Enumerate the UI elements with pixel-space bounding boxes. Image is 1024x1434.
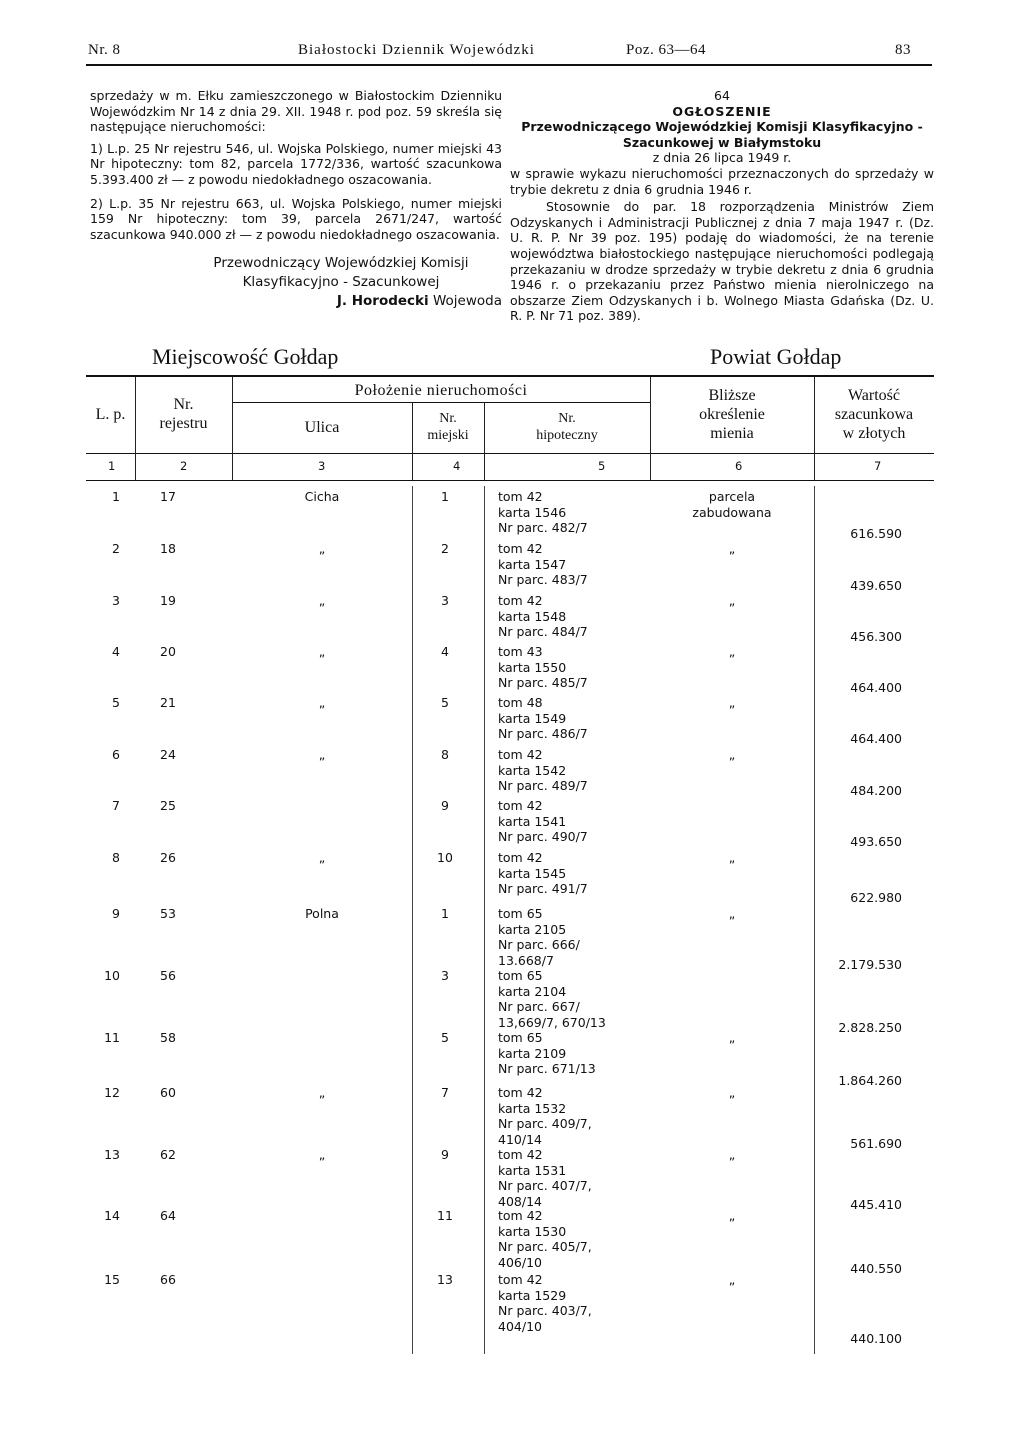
row-city-number: 3 (441, 968, 449, 983)
signature-line-2: Klasyfikacyjno - Szacunkowej (242, 274, 440, 291)
row-registry: 66 (160, 1272, 176, 1287)
row-lp: 10 (104, 968, 120, 983)
header-city-number-2: miejski (427, 428, 469, 443)
row-description: parcela (708, 489, 756, 504)
row-description: „ (728, 747, 736, 762)
header-registry-1: Nr. (173, 396, 194, 413)
left-column (90, 88, 502, 311)
row-value: 622.980 (850, 890, 902, 905)
row-street: „ (318, 593, 326, 608)
row-lp: 4 (112, 644, 120, 659)
header-value (814, 386, 934, 443)
page-number: 83 (895, 42, 911, 58)
row-lp: 2 (112, 541, 120, 556)
row-value: 464.400 (850, 680, 902, 695)
row-description: „ (728, 1208, 736, 1223)
header-value-2: szacunkowa (834, 406, 914, 423)
signature-name: J. Horodecki (336, 293, 429, 310)
header-mortgage-number-1: Nr. (558, 411, 576, 426)
row-description: „ (728, 850, 736, 865)
row-mortgage-line: Nr parc. 484/7 (498, 624, 588, 640)
row-mortgage-line: tom 65 (498, 906, 543, 921)
row-city-number: 1 (441, 489, 449, 504)
row-value: 440.100 (850, 1331, 902, 1346)
row-mortgage-line: 406/10 (498, 1254, 542, 1270)
position-range: Poz. 63—64 (626, 42, 706, 58)
location-place: Miejscowość Gołdap (152, 344, 339, 369)
row-value: 561.690 (850, 1136, 902, 1151)
row-description: „ (728, 541, 736, 556)
row-description: „ (728, 1085, 736, 1100)
right-column (510, 88, 934, 324)
row-value: 439.650 (850, 578, 902, 593)
col-number-2: 2 (180, 459, 188, 473)
row-lp: 14 (104, 1208, 120, 1223)
header-value-3: w złotych (842, 425, 906, 442)
row-street: „ (318, 747, 326, 762)
row-description: „ (728, 644, 736, 659)
row-city-number: 8 (441, 747, 449, 762)
row-mortgage-line: karta 1542 (498, 762, 567, 778)
signature-line-1: Przewodniczący Wojewódzkiej Komisji (213, 255, 469, 272)
row-street: Polna (305, 906, 339, 921)
row-mortgage-line: tom 42 (498, 541, 543, 556)
row-mortgage-line: karta 1531 (498, 1162, 567, 1178)
signature-title: Wojewoda (432, 293, 502, 310)
row-mortgage-line: Nr parc. 489/7 (498, 778, 588, 794)
body-divider-value (814, 486, 815, 1354)
row-mortgage-line: 404/10 (498, 1318, 542, 1334)
col-number-5: 5 (598, 459, 606, 473)
row-city-number: 4 (441, 644, 449, 659)
header-registry (135, 395, 232, 433)
row-city-number: 9 (441, 1147, 449, 1162)
col-number-4: 4 (453, 459, 461, 473)
row-registry: 26 (160, 850, 176, 865)
row-registry: 64 (160, 1208, 176, 1223)
group-header-rule (232, 402, 650, 403)
row-lp: 13 (104, 1147, 120, 1162)
row-mortgage-line: tom 42 (498, 798, 543, 813)
row-city-number: 11 (437, 1208, 453, 1223)
row-lp: 8 (112, 850, 120, 865)
row-registry: 21 (160, 695, 176, 710)
row-mortgage-line: Nr parc. 409/7, (498, 1116, 592, 1132)
row-lp: 5 (112, 695, 120, 710)
row-value: 464.400 (850, 731, 902, 746)
row-city-number: 5 (441, 1030, 449, 1045)
row-city-number: 5 (441, 695, 449, 710)
row-mortgage-line: tom 42 (498, 593, 543, 608)
col-number-7: 7 (874, 459, 882, 473)
body-divider-mortgage (484, 486, 485, 1354)
row-mortgage-line: karta 1547 (498, 556, 567, 572)
row-mortgage-line: karta 1545 (498, 865, 567, 881)
row-lp: 12 (104, 1085, 120, 1100)
row-mortgage-line: tom 42 (498, 747, 543, 762)
announcement-number: 64 (714, 88, 730, 103)
header-value-1: Wartość (847, 387, 901, 404)
row-lp: 3 (112, 593, 120, 608)
row-value: 456.300 (850, 629, 902, 644)
row-lp: 15 (104, 1272, 120, 1287)
header-description (650, 386, 814, 443)
announcement-subtitle: Przewodniczącego Wojewódzkiej Komisji Klasyfikacyjno - Szacunkowej w Białymstoku (521, 119, 923, 150)
row-value: 484.200 (850, 783, 902, 798)
header-street: Ulica (304, 419, 340, 436)
row-registry: 20 (160, 644, 176, 659)
col-number-1: 1 (108, 459, 116, 473)
row-mortgage-line: karta 1541 (498, 813, 567, 829)
header-registry-2: rejestru (159, 415, 208, 432)
row-mortgage-line: karta 1530 (498, 1223, 567, 1239)
issue-number: Nr. 8 (88, 42, 121, 58)
row-mortgage-line: 410/14 (498, 1131, 542, 1147)
row-value: 445.410 (850, 1197, 902, 1212)
row-mortgage-line: tom 42 (498, 1272, 543, 1287)
row-value: 1.864.260 (838, 1073, 902, 1088)
header-city-number (412, 410, 484, 444)
row-mortgage-line: Nr parc. 666/ (498, 937, 580, 953)
row-registry: 25 (160, 798, 176, 813)
row-city-number: 2 (441, 541, 449, 556)
item-2: 2) L.p. 35 Nr rejestru 663, ul. Wojska Polskiego, numer miejski 159 Nr hipoteczny: tom 39, parcela 2671/247, wartość szacunkowa 940.000 zł — z powodu niedokładnego oszacowania. (90, 195, 502, 242)
header-mortgage-number-2: hipoteczny (536, 428, 598, 443)
row-city-number: 9 (441, 798, 449, 813)
row-mortgage-line: karta 1548 (498, 608, 567, 624)
row-description: „ (728, 695, 736, 710)
row-registry: 24 (160, 747, 176, 762)
row-mortgage-line: Nr parc. 667/ (498, 999, 580, 1015)
row-mortgage-line: tom 42 (498, 489, 543, 504)
row-mortgage-line: Nr parc. 490/7 (498, 829, 588, 845)
row-mortgage-line: Nr parc. 482/7 (498, 520, 588, 536)
row-description: „ (728, 1147, 736, 1162)
row-mortgage-line: karta 2109 (498, 1045, 567, 1061)
row-description: „ (728, 1272, 736, 1287)
row-description: zabudowana (692, 504, 772, 520)
row-mortgage-line: 408/14 (498, 1193, 542, 1209)
row-mortgage-line: tom 42 (498, 1085, 543, 1100)
row-registry: 56 (160, 968, 176, 983)
row-registry: 60 (160, 1085, 176, 1100)
row-value: 440.550 (850, 1261, 902, 1276)
row-value: 616.590 (850, 526, 902, 541)
announcement-body: Stosownie do par. 18 rozporządzenia Ministrów Ziem Odzyskanych i Administracji Publicznej z dnia 7 maja 1947 r. (Dz. U. R. P. Nr 39 poz. 195) podaję do wiadomości, że na terenie województwa białostockiego następujące nieruchomości podlegają przekazaniu w drodze sprzedaży w trybie dekretu z dnia 6 grudnia 1946 r. o przekazaniu przez Państwo mienia nierolniczego na obszarze Ziem Odzyskanych i b. Wolnego Miasta Gdańska (Dz. U. R. P. Nr 71 poz. 389). (510, 199, 934, 324)
signature (90, 292, 502, 311)
header-description-1: Bliższe (708, 387, 756, 404)
header-mortgage-number (484, 410, 650, 444)
row-street: „ (318, 695, 326, 710)
row-city-number: 1 (441, 906, 449, 921)
row-lp: 1 (112, 489, 120, 504)
col-number-6: 6 (735, 459, 743, 473)
row-street: Cicha (304, 489, 340, 504)
row-registry: 18 (160, 541, 176, 556)
row-mortgage-line: karta 1550 (498, 659, 567, 675)
row-mortgage-line: karta 2104 (498, 983, 567, 999)
row-street: „ (318, 1147, 326, 1162)
header-location-group: Położenie nieruchomości (354, 382, 528, 399)
row-mortgage-line: tom 42 (498, 1208, 543, 1223)
row-mortgage-line: Nr parc. 491/7 (498, 881, 588, 897)
row-city-number: 10 (437, 850, 453, 865)
col-number-3: 3 (318, 459, 326, 473)
location-district: Powiat Gołdap (710, 344, 842, 369)
row-mortgage-line: 13,669/7, 670/13 (498, 1014, 606, 1030)
announcement-title: OGŁOSZENIE (672, 103, 772, 119)
row-description: „ (728, 1030, 736, 1045)
row-mortgage-line: Nr parc. 403/7, (498, 1303, 592, 1319)
body-divider-street (412, 486, 413, 1354)
row-mortgage-line: tom 65 (498, 968, 543, 983)
row-lp: 6 (112, 747, 120, 762)
header-description-2: określenie (699, 406, 765, 423)
announcement-subject: w sprawie wykazu nieruchomości przeznaczonych do sprzedaży w trybie dekretu z dnia 6 grudnia 1946 r. (510, 165, 934, 197)
announcement-date: z dnia 26 lipca 1949 r. (652, 150, 792, 166)
header-bottom-rule (86, 453, 934, 454)
row-description: „ (728, 906, 736, 921)
row-mortgage-line: tom 48 (498, 695, 543, 710)
row-mortgage-line: tom 42 (498, 850, 543, 865)
row-mortgage-line: karta 1529 (498, 1287, 567, 1303)
row-mortgage-line: karta 1549 (498, 710, 567, 726)
row-lp: 11 (104, 1030, 120, 1045)
row-street: „ (318, 644, 326, 659)
row-mortgage-line: karta 1532 (498, 1100, 567, 1116)
table-top-rule (86, 375, 934, 377)
row-mortgage-line: Nr parc. 486/7 (498, 726, 588, 742)
row-mortgage-line: tom 65 (498, 1030, 543, 1045)
header-rule (86, 64, 932, 66)
row-registry: 58 (160, 1030, 176, 1045)
row-registry: 53 (160, 906, 176, 921)
column-number-rule (86, 480, 934, 481)
row-street: „ (318, 541, 326, 556)
header-city-number-1: Nr. (439, 411, 457, 426)
intro-paragraph: sprzedaży w m. Ełku zamieszczonego w Białostockim Dzienniku Wojewódzkim Nr 14 z dnia 29. XII. 1948 r. pod poz. 59 skreśla się następujące nieruchomości: (90, 88, 502, 135)
row-mortgage-line: karta 2105 (498, 921, 567, 937)
row-city-number: 3 (441, 593, 449, 608)
journal-title: Białostocki Dziennik Wojewódzki (298, 42, 535, 58)
row-lp: 9 (112, 906, 120, 921)
row-mortgage-line: tom 42 (498, 1147, 543, 1162)
row-mortgage-line: karta 1546 (498, 504, 567, 520)
item-1: 1) L.p. 25 Nr rejestru 546, ul. Wojska Polskiego, numer miejski 43 Nr hipoteczny: tom 82, parcela 1772/336, wartość szacunkowa 5.393.400 zł — z powodu niedokładnego oszacowania. (90, 140, 502, 187)
row-value: 2.179.530 (838, 957, 902, 972)
row-mortgage-line: Nr parc. 483/7 (498, 572, 588, 588)
row-mortgage-line: 13.668/7 (498, 952, 554, 968)
header-description-3: mienia (710, 425, 754, 442)
row-lp: 7 (112, 798, 120, 813)
row-mortgage-line: tom 43 (498, 644, 543, 659)
row-street: „ (318, 850, 326, 865)
row-city-number: 7 (441, 1085, 449, 1100)
row-description: „ (728, 593, 736, 608)
row-value: 2.828.250 (838, 1020, 902, 1035)
row-mortgage-line: Nr parc. 407/7, (498, 1178, 592, 1194)
row-registry: 19 (160, 593, 176, 608)
row-mortgage-line: Nr parc. 671/13 (498, 1061, 596, 1077)
row-mortgage-line: Nr parc. 485/7 (498, 675, 588, 691)
header-lp: L. p. (95, 406, 126, 423)
row-registry: 62 (160, 1147, 176, 1162)
row-registry: 17 (160, 489, 176, 504)
row-street: „ (318, 1085, 326, 1100)
row-value: 493.650 (850, 834, 902, 849)
row-city-number: 13 (437, 1272, 453, 1287)
row-mortgage-line: Nr parc. 405/7, (498, 1239, 592, 1255)
